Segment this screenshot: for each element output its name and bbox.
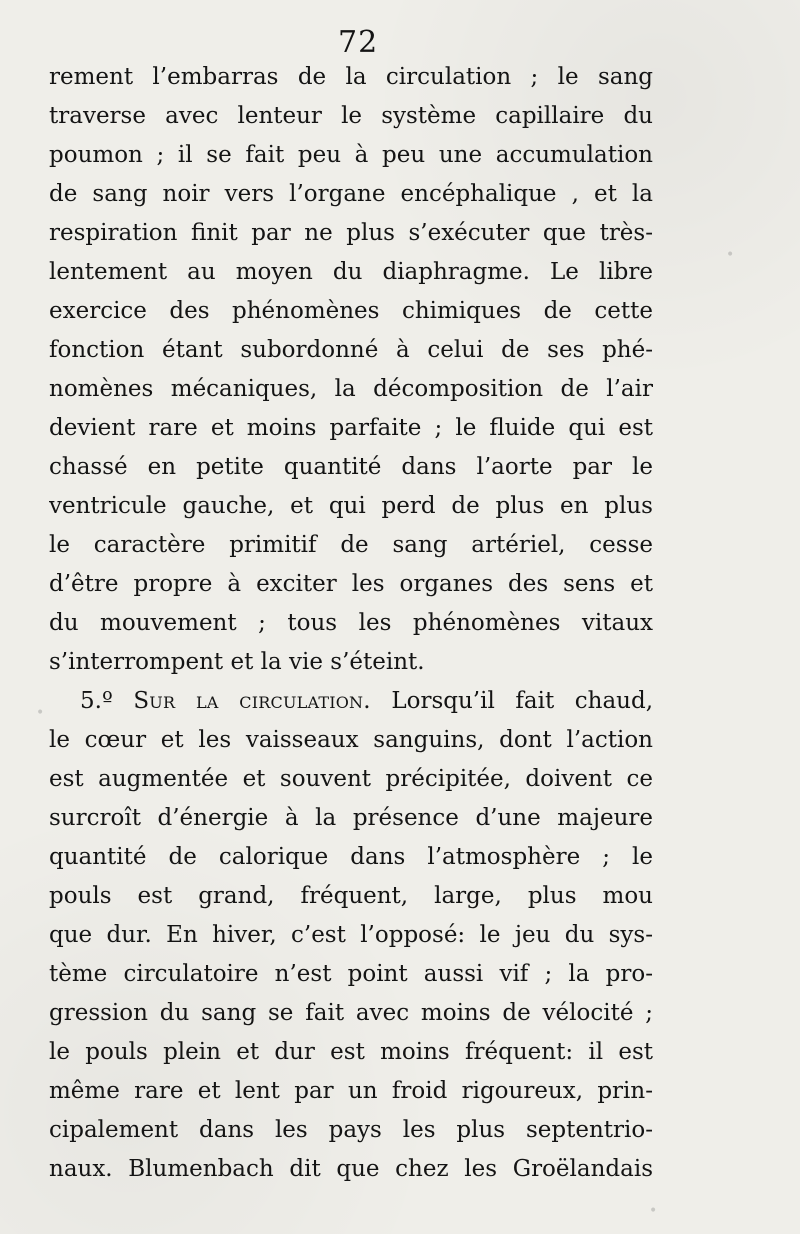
paper-speck: • [649,1203,658,1219]
text-line-5: respiration finit par ne plus s’exécuter que très- [49,220,653,246]
text-line-7: exercice des phénomènes chimiques de cette [49,298,653,324]
text-line-20: surcroît d’énergie à la présence d’une majeure [49,805,653,831]
text-line-3: poumon ; il se fait peu à peu une accumulation [49,142,653,168]
text-line-22: pouls est grand, fréquent, large, plus mou [49,883,653,909]
paper-speck: • [726,247,735,263]
text-line-2: traverse avec lenteur le système capillaire du [49,103,653,129]
text-line-15: du mouvement ; tous les phénomènes vitaux [49,610,653,636]
body-text [49,58,653,1189]
text-line-8: fonction étant subordonné à celui de ses phé- [49,337,653,363]
text-line-9: nomènes mécaniques, la décomposition de l’air [49,376,653,402]
paper-speck: • [36,705,45,721]
page-number: 72 [338,25,379,60]
text-line-1: rement l’embarras de la circulation ; le sang [49,64,653,90]
text-line-14: d’être propre à exciter les organes des sens et [49,571,653,597]
text-line-21: quantité de calorique dans l’atmosphère ; le [49,844,653,870]
section-heading-line [49,682,653,721]
text-line-25: gression du sang se fait avec moins de vélocité ; [49,1000,653,1026]
text-line-29: naux. Blumenbach dit que chez les Groëlandais [49,1156,653,1182]
text-line-11: chassé en petite quantité dans l’aorte par le [49,454,653,480]
text-line-26: le pouls plein et dur est moins fréquent: il est [49,1039,653,1065]
text-line-18: le cœur et les vaisseaux sanguins, dont l’action [49,727,653,753]
section-number: 5.º [80,688,134,714]
section-heading: Sur la circulation. [133,688,371,714]
text-line-23: que dur. En hiver, c’est l’opposé: le jeu du sys- [49,922,653,948]
text-line-27: même rare et lent par un froid rigoureux, prin- [49,1078,653,1104]
text-line-19: est augmentée et souvent précipitée, doivent ce [49,766,653,792]
text-line-16: s’interrompent et la vie s’éteint. [49,649,425,675]
text-line-4: de sang noir vers l’organe encéphalique , et la [49,181,653,207]
text-line-6: lentement au moyen du diaphragme. Le libre [49,259,653,285]
text-line-13: le caractère primitif de sang artériel, cesse [49,532,653,558]
text-line-10: devient rare et moins parfaite ; le fluide qui est [49,415,653,441]
text-line-28: cipalement dans les pays les plus septentrio- [49,1117,653,1143]
section-heading-continuation: Lorsqu’il fait chaud, [370,688,653,714]
text-line-24: tème circulatoire n’est point aussi vif ; la pro- [49,961,653,987]
text-line-12: ventricule gauche, et qui perd de plus en plus [49,493,653,519]
